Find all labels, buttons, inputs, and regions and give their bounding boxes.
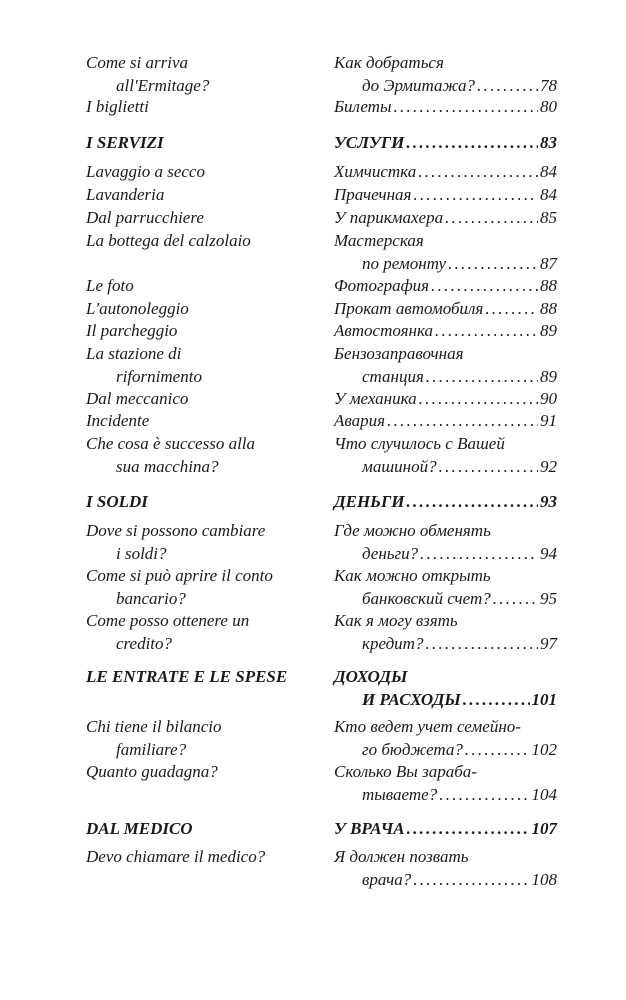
russian-title: [334, 716, 557, 761]
italian-title: [86, 275, 326, 298]
russian-title-line: Мастерская: [334, 231, 424, 250]
russian-title-line-with-page: [334, 253, 557, 276]
dot-leader: [435, 320, 538, 343]
page-number: 89: [540, 321, 557, 340]
page-number: 94: [540, 543, 557, 563]
italian-title: [86, 410, 326, 433]
page-number: 95: [540, 588, 557, 608]
russian-title-line: деньги?: [362, 543, 419, 563]
dot-leader: [463, 689, 530, 712]
italian-title: [86, 343, 326, 388]
russian-title: [334, 275, 557, 298]
russian-title: [334, 320, 557, 343]
russian-title-line-with-page: [334, 275, 557, 298]
russian-title-line-with-page: [334, 818, 557, 841]
russian-title-line: ДЕНЬГИ: [334, 492, 405, 511]
dot-leader: [413, 184, 538, 207]
russian-title-line: Прокат автомобиля: [334, 299, 484, 318]
page-number: 87: [540, 253, 557, 273]
italian-title-line: I biglietti: [86, 97, 149, 116]
russian-title: [334, 96, 557, 119]
italian-title-line: Devo chiamare il medico?: [86, 847, 266, 866]
russian-title: [334, 343, 557, 388]
dot-leader: [493, 588, 538, 611]
russian-title-line: банковский счет?: [362, 588, 491, 608]
russian-title-line: го бюджета?: [362, 739, 463, 759]
italian-title: [86, 230, 326, 253]
italian-title-line: Lavaggio a secco: [86, 162, 205, 181]
russian-title-line: Кто ведет учет семейно-: [334, 717, 521, 736]
russian-title: [334, 565, 557, 610]
russian-title-line-with-page: [334, 207, 557, 230]
dot-leader: [387, 410, 538, 433]
russian-title: [334, 846, 557, 891]
russian-title-line-with-page: [334, 869, 557, 892]
dot-leader: [413, 869, 529, 892]
italian-title-line: Dal meccanico: [86, 389, 189, 408]
dot-leader: [407, 818, 530, 841]
russian-title-line: Прачечная: [334, 185, 412, 204]
italian-title-line: DAL MEDICO: [86, 819, 193, 838]
page-number: 93: [540, 492, 557, 511]
russian-title: [334, 818, 557, 841]
russian-title-line-with-page: [334, 689, 557, 712]
dot-leader: [439, 456, 538, 479]
page-number: 88: [540, 299, 557, 318]
italian-title-line: Come posso ottenere un: [86, 611, 250, 630]
russian-title-line: Авария: [334, 411, 386, 430]
italian-title: [86, 298, 326, 321]
russian-title-line-with-page: [334, 161, 557, 184]
russian-title-line: УСЛУГИ: [334, 133, 405, 152]
italian-title: [86, 761, 326, 784]
italian-title-line: Lavanderia: [86, 185, 165, 204]
italian-title-line: Chi tiene il bilancio: [86, 717, 222, 736]
page-number: 91: [540, 411, 557, 430]
russian-title: [334, 388, 557, 411]
russian-title: [334, 666, 557, 711]
dot-leader: [420, 543, 538, 566]
russian-title-line-with-page: [334, 739, 557, 762]
russian-title-line-with-page: [334, 456, 557, 479]
italian-title: [86, 52, 326, 97]
russian-title-line-with-page: [334, 491, 557, 514]
italian-title: [86, 610, 326, 655]
italian-title-line: Come si arriva: [86, 53, 188, 72]
italian-title: [86, 666, 326, 689]
russian-title: [334, 410, 557, 433]
italian-title-line: bancario?: [116, 588, 186, 608]
russian-title-line-with-page: [334, 633, 557, 656]
russian-title-line-with-page: [334, 184, 557, 207]
russian-title-line: ДОХОДЫ: [334, 667, 408, 686]
russian-title-line-with-page: [334, 320, 557, 343]
russian-title: [334, 132, 557, 155]
russian-title-line-with-page: [334, 388, 557, 411]
dot-leader: [465, 739, 530, 762]
russian-title-line: Сколько Вы зараба-: [334, 762, 477, 781]
russian-title: [334, 298, 557, 321]
italian-title-line: La bottega del calzolaio: [86, 231, 251, 250]
italian-title-line: Incidente: [86, 411, 150, 430]
page-number: 102: [531, 739, 557, 759]
page-number: 108: [531, 869, 557, 889]
russian-title: [334, 184, 557, 207]
russian-title-line-with-page: [334, 96, 557, 119]
page-number: 80: [540, 97, 557, 116]
italian-title: [86, 132, 326, 155]
italian-title-line: LE ENTRATE E LE SPESE: [86, 667, 288, 686]
italian-title-line: familiare?: [116, 739, 187, 759]
russian-title-line: У ВРАЧА: [334, 819, 405, 838]
italian-title-line: I SOLDI: [86, 492, 148, 511]
italian-title: [86, 207, 326, 230]
italian-title-line: Quanto guadagna?: [86, 762, 218, 781]
italian-title: [86, 388, 326, 411]
italian-title-line: Il parcheggio: [86, 321, 178, 340]
dot-leader: [431, 275, 538, 298]
russian-title-line: И РАСХОДЫ: [362, 689, 461, 709]
dot-leader: [406, 132, 538, 155]
russian-title-line-with-page: [334, 366, 557, 389]
russian-title-line: Где можно обменять: [334, 521, 491, 540]
dot-leader: [406, 491, 538, 514]
page-number: 78: [540, 75, 557, 95]
russian-title-line: тываете?: [362, 784, 438, 804]
dot-leader: [426, 366, 538, 389]
russian-title: [334, 207, 557, 230]
dot-leader: [477, 75, 538, 98]
italian-title: [86, 320, 326, 343]
italian-title-line: L'autonoleggio: [86, 299, 189, 318]
russian-title-line: Химчистка: [334, 162, 417, 181]
page-number: 101: [531, 689, 557, 709]
dot-leader: [419, 388, 538, 411]
russian-title: [334, 433, 557, 478]
dot-leader: [485, 298, 538, 321]
russian-title-line-with-page: [334, 588, 557, 611]
russian-title-line: Билеты: [334, 97, 392, 116]
page-number: 84: [540, 185, 557, 204]
russian-title-line: У механика: [334, 389, 417, 408]
italian-title-line: sua macchina?: [116, 456, 219, 476]
dot-leader: [418, 161, 538, 184]
page-number: 90: [540, 389, 557, 408]
page-number: 104: [531, 784, 557, 804]
russian-title-line-with-page: [334, 543, 557, 566]
dot-leader: [439, 784, 529, 807]
russian-title: [334, 161, 557, 184]
dot-leader: [425, 633, 538, 656]
russian-title-line-with-page: [334, 410, 557, 433]
page-number: 97: [540, 633, 557, 653]
russian-title-line: кредит?: [362, 633, 424, 653]
page-number: 84: [540, 162, 557, 181]
italian-title-line: credito?: [116, 633, 173, 653]
italian-title: [86, 433, 326, 478]
italian-title: [86, 818, 326, 841]
russian-title-line: У парикмахера: [334, 208, 444, 227]
russian-title-line: по ремонту: [362, 253, 447, 273]
russian-title-line: Как я могу взять: [334, 611, 458, 630]
russian-title-line: Как можно открыть: [334, 566, 491, 585]
russian-title: [334, 610, 557, 655]
italian-title: [86, 161, 326, 184]
russian-title: [334, 230, 557, 275]
russian-title-line: врача?: [362, 869, 412, 889]
page-number: 88: [540, 276, 557, 295]
italian-title-line: I SERVIZI: [86, 133, 164, 152]
dot-leader: [448, 253, 538, 276]
page-number: 92: [540, 456, 557, 476]
italian-title: [86, 184, 326, 207]
italian-title: [86, 565, 326, 610]
page-number: 85: [540, 208, 557, 227]
russian-title-line: Я должен позвать: [334, 847, 469, 866]
page-number: 107: [531, 819, 557, 838]
russian-title-line-with-page: [334, 75, 557, 98]
italian-title-line: Dal parrucchiere: [86, 208, 204, 227]
russian-title-line: машиной?: [362, 456, 437, 476]
russian-title: [334, 761, 557, 806]
italian-title-line: Dove si possono cambiare: [86, 521, 266, 540]
italian-title: [86, 491, 326, 514]
russian-title: [334, 520, 557, 565]
italian-title: [86, 846, 326, 869]
russian-title-line-with-page: [334, 784, 557, 807]
russian-title: [334, 491, 557, 514]
russian-title-line: Фотография: [334, 276, 430, 295]
italian-title: [86, 520, 326, 565]
italian-title-line: Come si può aprire il conto: [86, 566, 273, 585]
russian-title-line: Как добраться: [334, 53, 444, 72]
italian-title-line: Le foto: [86, 276, 134, 295]
russian-title-line-with-page: [334, 298, 557, 321]
italian-title-line: Che cosa è successo alla: [86, 434, 256, 453]
italian-title-line: rifornimento: [116, 366, 202, 386]
russian-title-line: Что случилось с Вашей: [334, 434, 505, 453]
page-number: 89: [540, 366, 557, 386]
italian-title: [86, 716, 326, 761]
italian-title-line: i soldi?: [116, 543, 167, 563]
italian-title: [86, 96, 326, 119]
italian-title-line: all'Ermitage?: [116, 75, 210, 95]
russian-title-line: Автостоянка: [334, 321, 434, 340]
russian-title-line: до Эрмитажа?: [362, 75, 476, 95]
russian-title-line: Бензозаправочная: [334, 344, 464, 363]
russian-title-line: станция: [362, 366, 424, 386]
dot-leader: [445, 207, 538, 230]
page-number: 83: [540, 133, 557, 152]
russian-title-line-with-page: [334, 132, 557, 155]
dot-leader: [393, 96, 538, 119]
italian-title-line: La stazione di: [86, 344, 182, 363]
russian-title: [334, 52, 557, 97]
